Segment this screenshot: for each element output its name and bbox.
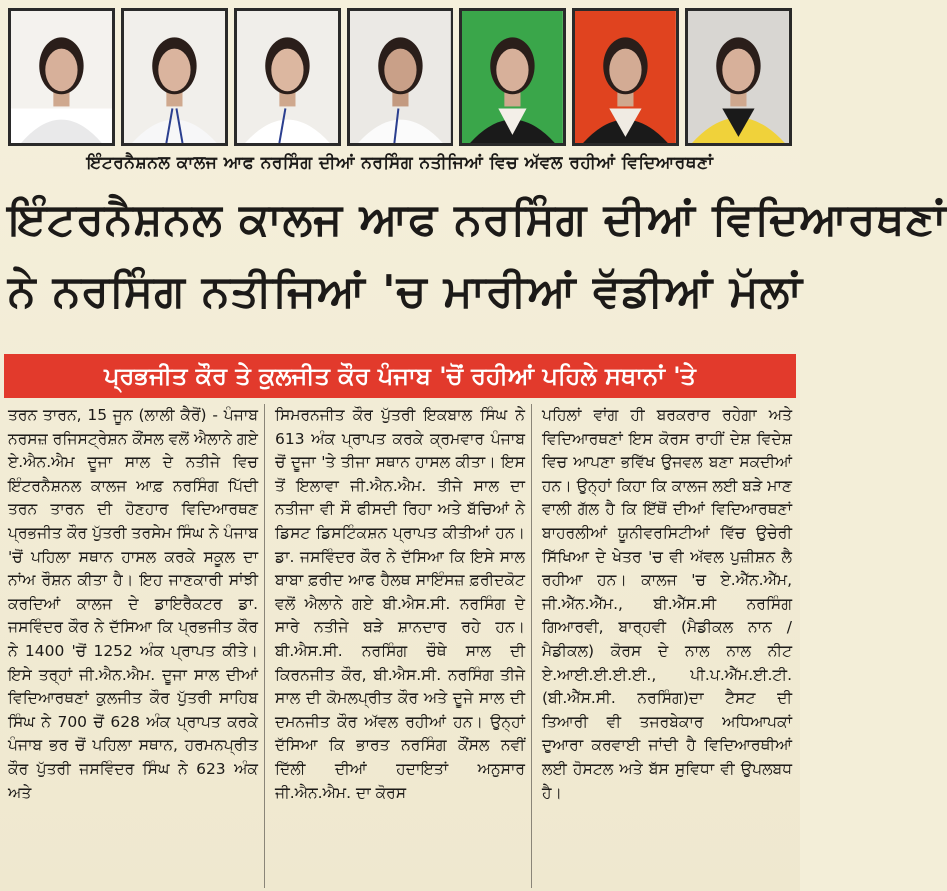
student-photo	[459, 8, 566, 146]
headline-line-1: ਇੰਟਰਨੈਸ਼ਨਲ ਕਾਲਜ ਆਫ ਨਰਸਿੰਗ ਦੀਆਂ ਵਿਦਿਆਰਥਣਾਂ	[8, 194, 947, 245]
student-portrait-6	[575, 11, 676, 143]
column-text: ਤਰਨ ਤਾਰਨ, 15 ਜੂਨ (ਲਾਲੀ ਕੈਰੋਂ) - ਪੰਜਾਬ ਨਰਸਜ਼ ਰਜਿਸਟ੍ਰੇਸ਼ਨ ਕੌਂਸਲ ਵਲੋਂ ਐਲਾਨੇ ਗਏ ਏ.ਐਨ.ਐਮ ਦੂਜਾ ਸਾਲ ਦੇ ਨਤੀਜੇ ਵਿਚ ਇੰਟਰਨੈਸ਼ਨਲ ਕਾਲਜ ਆਫ਼ ਨਰਸਿੰਗ ਪਿੱਦੀ ਤਰਨ ਤਾਰਨ ਦੀ ਹੋਣਹਾਰ ਵਿਦਿਆਰਥਣ ਪ੍ਰਭਜੀਤ ਕੌਰ ਪੁੱਤਰੀ ਤਰਸੇਮ ਸਿੰਘ ਨੇ ਪੰਜਾਬ 'ਚੋਂ ਪਹਿਲਾ ਸਥਾਨ ਹਾਸਲ ਕਰਕੇ ਸਕੂਲ ਦਾ ਨਾਂਅ ਰੌਸ਼ਨ ਕੀਤਾ ਹੈ। ਇਹ ਜਾਣਕਾਰੀ ਸਾਂਝੀ ਕਰਦਿਆਂ ਕਾਲਜ ਦੇ ਡਾਇਰੈਕਟਰ ਡਾ. ਜਸਵਿੰਦਰ ਕੌਰ ਨੇ ਦੱਸਿਆ ਕਿ ਪ੍ਰਭਜੀਤ ਕੌਰ ਨੇ 1400 'ਚੋਂ 1252 ਅੰਕ ਪ੍ਰਾਪਤ ਕੀਤੇ। ਇਸੇ ਤਰ੍ਹਾਂ ਜੀ.ਐਨ.ਐਮ. ਦੂਜਾ ਸਾਲ ਦੀਆਂ ਵਿਦਿਆਰਥਣਾਂ ਕੁਲਜੀਤ ਕੌਰ ਪੁੱਤਰੀ ਸਾਹਿਬ ਸਿੰਘ ਨੇ 700 ਚੋਂ 628 ਅੰਕ ਪ੍ਰਾਪਤ ਕਰਕੇ ਪੰਜਾਬ ਭਰ ਚੋਂ ਪਹਿਲਾ ਸਥਾਨ, ਹਰਮਨਪ੍ਰੀਤ ਕੌਰ ਪੁੱਤਰੀ ਜਸਵਿੰਦਰ ਸਿੰਘ ਨੇ 623 ਅੰਕ ਅਤੇ	[8, 406, 258, 802]
student-photo	[347, 8, 454, 146]
article-column-2	[275, 404, 532, 888]
headline-line-2: ਨੇ ਨਰਸਿੰਗ ਨਤੀਜਿਆਂ 'ਚ ਮਾਰੀਆਂ ਵੱਡੀਆਂ ਮੱਲਾਂ	[8, 266, 803, 317]
subheadline-banner: ਪ੍ਰਭਜੀਤ ਕੌਰ ਤੇ ਕੁਲਜੀਤ ਕੌਰ ਪੰਜਾਬ 'ਚੋਂ ਰਹੀਆਂ ਪਹਿਲੇ ਸਥਾਨਾਂ 'ਤੇ	[4, 354, 796, 398]
student-portrait-1	[11, 11, 112, 143]
column-text: ਸਿਮਰਨਜੀਤ ਕੌਰ ਪੁੱਤਰੀ ਇਕਬਾਲ ਸਿੰਘ ਨੇ 613 ਅੰਕ ਪ੍ਰਾਪਤ ਕਰਕੇ ਕ੍ਰਮਵਾਰ ਪੰਜਾਬ ਚੋਂ ਦੂਜਾ 'ਤੇ ਤੀਜਾ ਸਥਾਨ ਹਾਸਲ ਕੀਤਾ। ਇਸ ਤੋਂ ਇਲਾਵਾ ਜੀ.ਐਨ.ਐਮ. ਤੀਜੇ ਸਾਲ ਦਾ ਨਤੀਜਾ ਵੀ ਸੌ ਫੀਸਦੀ ਰਿਹਾ ਅਤੇ ਬੱਚਿਆਂ ਨੇ ਡਿਸਟ ਡਿਸਟਿੰਕਸ਼ਨ ਪ੍ਰਾਪਤ ਕੀਤੀਆਂ ਹਨ। ਡਾ. ਜਸਵਿੰਦਰ ਕੌਰ ਨੇ ਦੱਸਿਆ ਕਿ ਇਸੇ ਸਾਲ ਬਾਬਾ ਫ਼ਰੀਦ ਆਫ ਹੈਲਥ ਸਾਇੰਸਜ਼ ਫ਼ਰੀਦਕੋਟ ਵਲੋਂ ਐਲਾਨੇ ਗਏ ਬੀ.ਐਸ.ਸੀ. ਨਰਸਿੰਗ ਦੇ ਸਾਰੇ ਨਤੀਜੇ ਬੜੇ ਸ਼ਾਨਦਾਰ ਰਹੇ ਹਨ। ਬੀ.ਐਸ.ਸੀ. ਨਰਸਿੰਗ ਚੌਥੇ ਸਾਲ ਦੀ ਕਿਰਨਜੀਤ ਕੌਰ, ਬੀ.ਐਸ.ਸੀ. ਨਰਸਿੰਗ ਤੀਜੇ ਸਾਲ ਦੀ ਕੋਮਲਪ੍ਰੀਤ ਕੌਰ ਅਤੇ ਦੂਜੇ ਸਾਲ ਦੀ ਦਮਨਜੀਤ ਕੌਰ ਅੱਵਲ ਰਹੀਆਂ ਹਨ। ਉਨ੍ਹਾਂ ਦੱਸਿਆ ਕਿ ਭਾਰਤ ਨਰਸਿੰਗ ਕੌਂਸਲ ਨਵੀਂ ਦਿੱਲੀ ਦੀਆਂ ਹਦਾਇਤਾਂ ਅਨੁਸਾਰ ਜੀ.ਐਨ.ਐਮ. ਦਾ ਕੋਰਸ	[275, 406, 525, 802]
photo-strip	[8, 8, 792, 146]
student-photo	[685, 8, 792, 146]
student-photo	[234, 8, 341, 146]
student-photo	[8, 8, 115, 146]
student-portrait-3	[237, 11, 338, 143]
student-portrait-2	[124, 11, 225, 143]
student-portrait-5	[462, 11, 563, 143]
student-portrait-4	[350, 11, 451, 143]
student-photo	[121, 8, 228, 146]
student-photo	[572, 8, 679, 146]
column-text: ਪਹਿਲਾਂ ਵਾਂਗ ਹੀ ਬਰਕਰਾਰ ਰਹੇਗਾ ਅਤੇ ਵਿਦਿਆਰਥਣਾਂ ਇਸ ਕੋਰਸ ਰਾਹੀਂ ਦੇਸ਼ ਵਿਦੇਸ਼ ਵਿਚ ਆਪਣਾ ਭਵਿੱਖ ਉਜਵਲ ਬਣਾ ਸਕਦੀਆਂ ਹਨ। ਉਨ੍ਹਾਂ ਕਿਹਾ ਕਿ ਕਾਲਜ ਲਈ ਬੜੇ ਮਾਣ ਵਾਲੀ ਗੱਲ ਹੈ ਕਿ ਇੱਥੋਂ ਦੀਆਂ ਵਿਦਿਆਰਥਣਾਂ ਬਾਹਰਲੀਆਂ ਯੂਨੀਵਰਸਿਟੀਆਂ ਵਿੱਚ ਉਚੇਰੀ ਸਿੱਖਿਆ ਦੇ ਖੇਤਰ 'ਚ ਵੀ ਅੱਵਲ ਪੁਜ਼ੀਸ਼ਨ ਲੈ ਰਹੀਆ ਹਨ। ਕਾਲਜ 'ਚ ਏ.ਐੱਨ.ਐੱਮ, ਜੀ.ਐੱਨ.ਐੱਮ., ਬੀ.ਐੱਸ.ਸੀ ਨਰਸਿੰਗ ਗਿਆਰਵੀ, ਬਾਰ੍ਹਵੀ (ਮੈਡੀਕਲ ਨਾਨ /ਮੈਡੀਕਲ) ਕੋਰਸ ਦੇ ਨਾਲ ਨਾਲ ਨੀਟ ਏ.ਆਈ.ਈ.ਈ.ਈ., ਪੀ.ਪ.ਐੱਮ.ਈ.ਟੀ. (ਬੀ.ਐੱਸ.ਸੀ. ਨਰਸਿੰਗ)ਦਾ ਟੈਸਟ ਦੀ ਤਿਆਰੀ ਵੀ ਤਜਰਬੇਕਾਰ ਅਧਿਆਪਕਾਂ ਦੁਆਰਾ ਕਰਵਾਈ ਜਾਂਦੀ ਹੈ ਵਿਦਿਆਰਥੀਆਂ ਲਈ ਹੋਸਟਲ ਅਤੇ ਬੱਸ ਸੁਵਿਧਾ ਵੀ ਉਪਲਬਧ ਹੈ।	[542, 406, 792, 802]
photo-caption: ਇੰਟਰਨੈਸ਼ਨਲ ਕਾਲਜ ਆਫ ਨਰਸਿੰਗ ਦੀਆਂ ਨਰਸਿੰਗ ਨਤੀਜਿਆਂ ਵਿਚ ਅੱਵਲ ਰਹੀਆਂ ਵਿਦਿਆਰਥਣਾਂ	[86, 153, 714, 173]
article-column-3	[542, 404, 792, 888]
article-body	[8, 404, 792, 888]
student-portrait-7	[688, 11, 789, 143]
article-column-1	[8, 404, 265, 888]
